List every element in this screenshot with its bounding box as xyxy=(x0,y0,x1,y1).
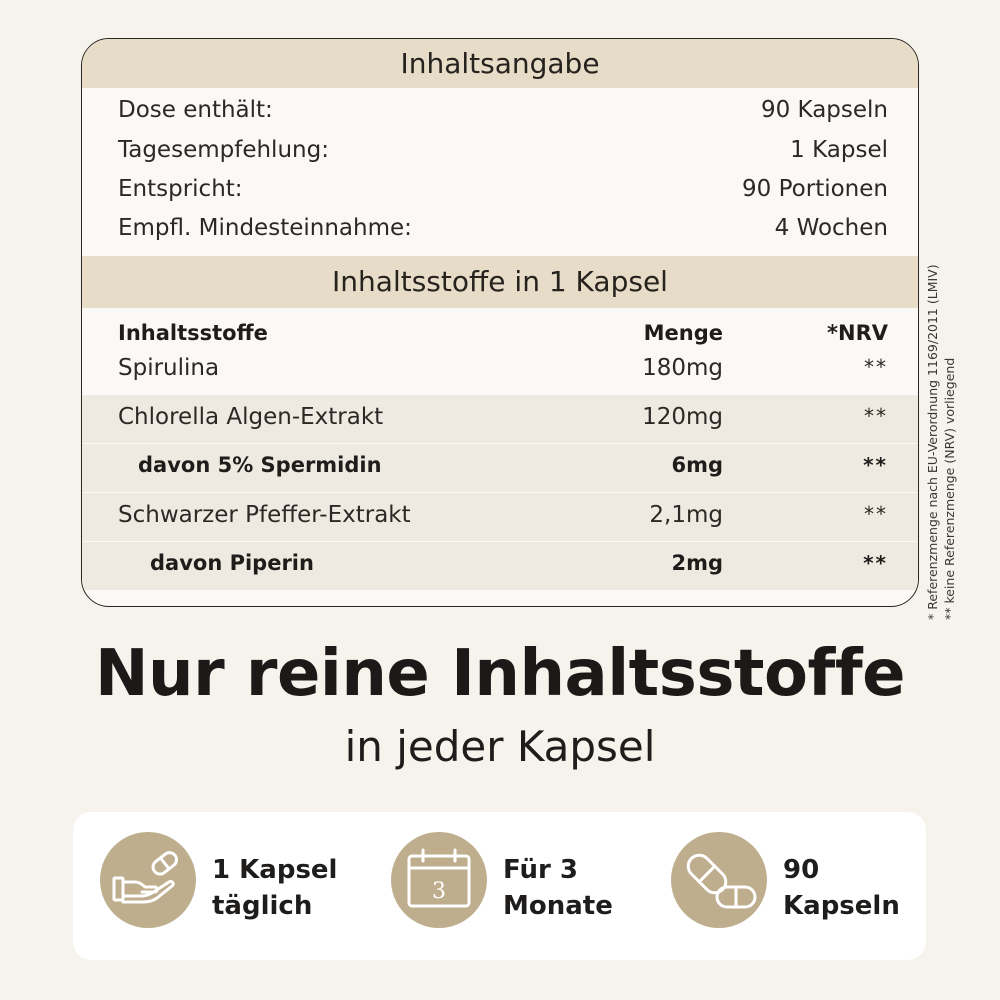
ingredient-amount: 6mg xyxy=(671,453,723,477)
table-row xyxy=(82,493,918,541)
headline: Nur reine Inhaltsstoffe xyxy=(94,637,906,711)
feature-line2: Monate xyxy=(503,891,613,921)
ingredient-amount: 2mg xyxy=(671,551,723,575)
feature-line2: Kapseln xyxy=(783,891,900,921)
table-row xyxy=(82,444,918,492)
footnote-no-reference: ** keine Referenzmenge (NRV) vorliegend xyxy=(942,357,957,620)
column-header-amount: Menge xyxy=(643,321,723,345)
feature-quantity xyxy=(671,832,911,940)
feature-line1: 1 Kapsel xyxy=(212,855,338,885)
table-row xyxy=(82,542,918,590)
summary-label: Entspricht: xyxy=(118,176,243,202)
ingredient-nrv: ** xyxy=(863,551,888,575)
calendar-number: 3 xyxy=(432,879,446,904)
ingredient-amount: 2,1mg xyxy=(649,502,723,528)
feature-line1: 90 xyxy=(783,855,820,885)
footnotes xyxy=(921,190,961,620)
ingredient-nrv: ** xyxy=(864,355,888,379)
feature-bar xyxy=(73,812,926,960)
summary-value: 4 Wochen xyxy=(774,215,888,241)
feature-line1: Für 3 xyxy=(503,855,578,885)
summary-label: Dose enthält: xyxy=(118,97,273,123)
ingredient-amount: 180mg xyxy=(642,355,723,381)
summary-label: Empfl. Mindesteinnahme: xyxy=(118,215,412,241)
feature-daily-dose xyxy=(100,832,360,940)
ingredient-name: Chlorella Algen-Extrakt xyxy=(118,404,384,430)
ingredient-name: davon 5% Spermidin xyxy=(138,453,382,477)
calendar-icon xyxy=(391,832,487,928)
ingredient-amount: 120mg xyxy=(642,404,723,430)
ingredient-nrv: ** xyxy=(864,502,888,526)
card-title: Inhaltsangabe xyxy=(82,39,918,88)
subline: in jeder Kapsel xyxy=(344,722,656,771)
ingredient-name: davon Piperin xyxy=(150,551,314,575)
summary-value: 1 Kapsel xyxy=(790,137,888,163)
ingredient-name: Spirulina xyxy=(118,355,220,381)
summary-label: Tagesempfehlung: xyxy=(118,137,329,163)
feature-duration xyxy=(391,832,641,940)
column-header-ingredient: Inhaltsstoffe xyxy=(118,321,268,345)
summary-value: 90 Kapseln xyxy=(760,97,888,123)
table-row xyxy=(82,346,918,394)
footnote-nrv: * Referenzmenge nach EU-Verordnung 1169/2011 (LMIV) xyxy=(925,264,940,620)
summary-value: 90 Portionen xyxy=(742,176,888,202)
ingredient-name: Schwarzer Pfeffer-Extrakt xyxy=(118,502,411,528)
column-header-nrv: *NRV xyxy=(827,321,888,345)
capsules-icon xyxy=(671,832,767,928)
ingredient-nrv: ** xyxy=(864,404,888,428)
section-title: Inhaltsstoffe in 1 Kapsel xyxy=(82,256,918,308)
hand-capsule-icon xyxy=(100,832,196,928)
nutrition-card xyxy=(81,38,919,607)
feature-line2: täglich xyxy=(212,891,313,921)
ingredient-nrv: ** xyxy=(863,453,888,477)
table-row xyxy=(82,395,918,443)
